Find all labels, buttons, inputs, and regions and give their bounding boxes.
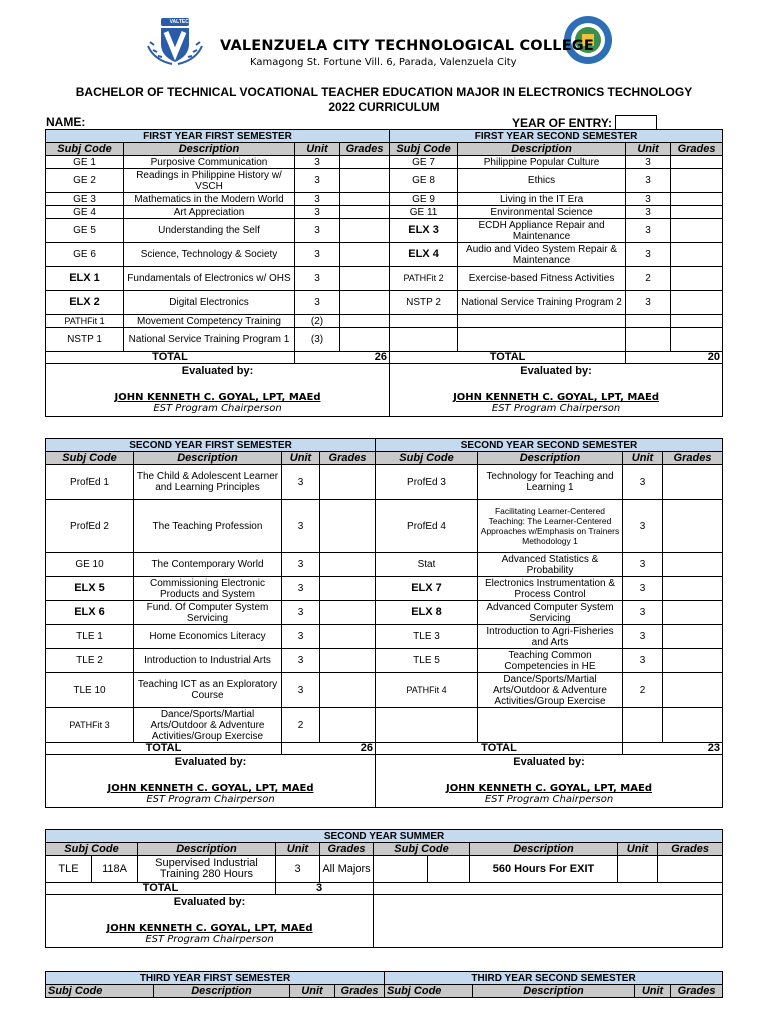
grade-cell[interactable] [663,601,723,625]
subject-code: ELX 6 [46,601,134,625]
table-row [46,553,723,577]
subject-description: Dance/Sports/Martial Arts/Outdoor & Adventure Activities/Group Exercise [478,673,623,708]
subject-code: GE 8 [390,169,458,193]
subject-code: TLE 2 [46,649,134,673]
total-units: 23 [623,743,723,755]
subject-code: TLE 10 [46,673,134,708]
semester-title: SECOND YEAR SUMMER [46,830,723,843]
subject-description: Science, Technology & Society [124,243,295,267]
semester-title: FIRST YEAR FIRST SEMESTER [46,130,390,143]
subject-unit: 3 [623,625,663,649]
table-row [46,708,723,743]
evaluator-name: JOHN KENNETH C. GOYAL, LPT, MAEd [106,923,313,934]
subject-description: Living in the IT Era [458,193,626,206]
subject-description: Fundamentals of Electronics w/ OHS [124,267,295,291]
evaluator-role: EST Program Chairperson [484,794,614,805]
grade-cell[interactable] [671,169,723,193]
col-header-code: Subj Code [46,843,138,856]
subject-unit [618,856,658,883]
evaluated-by-label: Evaluated by: [181,365,254,377]
table-row [46,601,723,625]
subject-description: Commissioning Electronic Products and System [134,577,282,601]
evaluation-block-empty [374,895,723,948]
col-header-unit: Unit [618,843,658,856]
college-name: VALENZUELA CITY TECHNOLOGICAL COLLEGE [220,38,595,54]
grade-cell[interactable] [340,206,390,219]
table-row [46,577,723,601]
subject-code: GE 11 [390,206,458,219]
evaluator-name: JOHN KENNETH C. GOYAL, LPT, MAEd [453,392,660,403]
evaluator-role: EST Program Chairperson [146,794,275,805]
grade-cell[interactable] [663,500,723,553]
subject-unit: 3 [295,243,340,267]
subject-unit: 3 [626,156,671,169]
subject-unit: 3 [282,649,320,673]
subject-unit: 3 [626,219,671,243]
subject-description: Digital Electronics [124,291,295,315]
table-row [46,328,723,352]
subject-code [374,856,428,883]
year-of-entry-label: YEAR OF ENTRY: [512,116,613,130]
subject-code: NSTP 1 [46,328,124,352]
grade-cell[interactable] [320,649,376,673]
table-row [46,500,723,553]
subject-unit: 3 [626,169,671,193]
grade-cell[interactable] [663,649,723,673]
subject-code [390,328,458,352]
logo-caption: VALTECH [169,19,193,25]
first-year-table [45,129,723,417]
subject-code: TLE 1 [46,625,134,649]
col-header-grades: Grades [320,843,374,856]
table-row [46,156,723,169]
subject-description: Introduction to Industrial Arts [134,649,282,673]
col-header-description: Description [138,843,276,856]
col-header-description: Description [134,452,282,465]
evaluation-block [376,755,723,808]
col-header-code: Subj Code [376,452,478,465]
grade-cell[interactable] [320,577,376,601]
total-units: 26 [295,352,390,364]
table-row [46,673,723,708]
subject-code: Stat [376,553,478,577]
subject-code: GE 4 [46,206,124,219]
subject-description: Purposive Communication [124,156,295,169]
subject-unit [626,328,671,352]
evaluated-by-label: Evaluated by: [173,896,246,908]
subject-unit: 3 [282,625,320,649]
col-header-unit: Unit [276,843,320,856]
total-label: TOTAL [46,883,276,895]
table-row [46,219,723,243]
grade-cell[interactable] [340,193,390,206]
grade-cell[interactable] [663,465,723,500]
year-of-entry [512,115,657,130]
subject-code: TLE 3 [376,625,478,649]
subject-code: GE 6 [46,243,124,267]
subject-description: Exercise-based Fitness Activities [458,267,626,291]
col-header-grades: Grades [663,452,723,465]
third-year-table [45,971,723,998]
col-header-grades: Grades [320,452,376,465]
col-header-code: Subj Code [390,143,458,156]
subject-unit: 3 [276,856,320,883]
grade-cell[interactable] [671,291,723,315]
subject-code [376,708,478,743]
grade-cell[interactable] [671,243,723,267]
subject-code: ELX 5 [46,577,134,601]
grade-cell[interactable] [671,193,723,206]
col-header-code: Subj Code [46,985,154,998]
table-row [46,315,723,328]
table-row [46,291,723,315]
subject-code: NSTP 2 [390,291,458,315]
subject-unit: 3 [623,500,663,553]
subject-unit: 3 [623,649,663,673]
subject-unit: 2 [623,673,663,708]
program-title: BACHELOR OF TECHNICAL VOCATIONAL TEACHER EDUCATION MAJOR IN ELECTRONICS TECHNOLOGY [75,85,693,99]
grade-cell[interactable] [671,328,723,352]
curriculum-year: 2022 CURRICULUM [328,100,440,114]
evaluation-block [46,364,390,417]
subject-code: PATHFit 2 [390,267,458,291]
subject-description: Readings in Philippine History w/ VSCH [124,169,295,193]
col-header-unit: Unit [290,985,335,998]
col-header-grades: Grades [335,985,385,998]
subject-description: Audio and Video System Repair & Maintenance [458,243,626,267]
subject-code: ProfEd 4 [376,500,478,553]
subject-description: Supervised Industrial Training 280 Hours [138,856,276,883]
total-units: 3 [276,883,374,895]
subject-code: ProfEd 3 [376,465,478,500]
evaluator-name: JOHN KENNETH C. GOYAL, LPT, MAEd [114,392,321,403]
subject-code: GE 9 [390,193,458,206]
subject-description: Environmental Science [458,206,626,219]
col-header-unit: Unit [295,143,340,156]
grade-cell[interactable] [671,206,723,219]
evaluation-block [46,755,376,808]
grade-cell[interactable] [663,673,723,708]
subject-unit: 3 [623,465,663,500]
subject-description: Understanding the Self [124,219,295,243]
subject-description: Teaching ICT as an Exploratory Course [134,673,282,708]
col-header-description: Description [458,143,626,156]
subject-unit [623,708,663,743]
subject-unit: 3 [295,193,340,206]
subject-code: ELX 3 [390,219,458,243]
grade-cell[interactable] [658,856,723,883]
subject-code [390,315,458,328]
total-label: TOTAL [390,352,626,364]
subject-description: The Child & Adolescent Learner and Learning Principles [134,465,282,500]
subject-unit: 3 [626,291,671,315]
total-label: TOTAL [46,352,295,364]
table-row [46,856,723,883]
col-header-grades: Grades [671,143,723,156]
subject-description: National Service Training Program 2 [458,291,626,315]
subject-unit: 3 [623,553,663,577]
table-row [46,206,723,219]
grade-cell[interactable] [340,169,390,193]
year-of-entry-field[interactable] [615,115,657,130]
subject-code-number [428,856,470,883]
summer-table [45,829,723,948]
semester-title: SECOND YEAR FIRST SEMESTER [46,439,376,452]
subject-unit: 3 [626,193,671,206]
evaluated-by-label: Evaluated by: [174,756,247,768]
subject-unit: 3 [282,500,320,553]
subject-code: PATHFit 3 [46,708,134,743]
subject-unit: (3) [295,328,340,352]
subject-unit: 3 [282,465,320,500]
subject-code: TLE [46,856,92,883]
second-year-table [45,438,723,808]
grade-cell[interactable] [320,708,376,743]
evaluator-role: EST Program Chairperson [153,403,282,414]
semester-title: THIRD YEAR FIRST SEMESTER [46,972,385,985]
subject-code: GE 7 [390,156,458,169]
subject-code: ProfEd 2 [46,500,134,553]
subject-unit: 3 [626,243,671,267]
semester-title: FIRST YEAR SECOND SEMESTER [390,130,723,143]
grade-cell[interactable] [320,553,376,577]
grade-cell[interactable] [671,315,723,328]
college-address: Kamagong St. Fortune Vill. 6, Parada, Valenzuela City [250,57,517,68]
subject-unit: 3 [282,601,320,625]
table-row [46,649,723,673]
grade-cell[interactable] [320,625,376,649]
grade-cell[interactable] [671,156,723,169]
grade-cell[interactable] [340,243,390,267]
subject-code: ELX 8 [376,601,478,625]
subject-description [458,328,626,352]
total-units: 20 [626,352,723,364]
col-header-description: Description [470,843,618,856]
grade-cell[interactable] [320,465,376,500]
subject-unit: 3 [282,673,320,708]
subject-description: Electronics Instrumentation & Process Control [478,577,623,601]
col-header-code: Subj Code [385,985,473,998]
total-label: TOTAL [46,743,282,755]
subject-description: Art Appreciation [124,206,295,219]
table-row [46,243,723,267]
col-header-description: Description [154,985,290,998]
subject-description: Introduction to Agri-Fisheries and Arts [478,625,623,649]
subject-code: ELX 1 [46,267,124,291]
col-header-grades: Grades [340,143,390,156]
grade-cell[interactable] [663,553,723,577]
subject-code: GE 5 [46,219,124,243]
col-header-grades: Grades [671,985,723,998]
subject-code: ELX 4 [390,243,458,267]
grade-cell: All Majors [320,856,374,883]
subject-code-number: 118A [92,856,138,883]
subject-description: Home Economics Literacy [134,625,282,649]
col-header-unit: Unit [626,143,671,156]
subject-code: GE 3 [46,193,124,206]
col-header-grades: Grades [658,843,723,856]
subject-unit: 3 [295,169,340,193]
subject-unit: 3 [623,577,663,601]
total-label: TOTAL [376,743,623,755]
name-label: NAME: [46,115,86,129]
subject-unit: 3 [282,553,320,577]
col-header-unit: Unit [623,452,663,465]
subject-description: The Teaching Profession [134,500,282,553]
evaluated-by-label: Evaluated by: [513,756,585,768]
semester-title: THIRD YEAR SECOND SEMESTER [385,972,723,985]
subject-description: Ethics [458,169,626,193]
grade-cell[interactable] [663,708,723,743]
subject-unit: 3 [295,267,340,291]
subject-code: ELX 2 [46,291,124,315]
subject-description: Mathematics in the Modern World [124,193,295,206]
evaluator-role: EST Program Chairperson [145,934,274,945]
col-header-description: Description [124,143,295,156]
col-header-code: Subj Code [374,843,470,856]
subject-unit: 3 [295,219,340,243]
grade-cell[interactable] [320,601,376,625]
col-header-code: Subj Code [46,143,124,156]
total-units: 26 [282,743,376,755]
evaluator-name: JOHN KENNETH C. GOYAL, LPT, MAEd [446,783,652,794]
col-header-description: Description [478,452,623,465]
grade-cell[interactable] [340,156,390,169]
subject-unit: 3 [626,206,671,219]
grade-cell[interactable] [340,315,390,328]
subject-code: GE 2 [46,169,124,193]
table-row [46,193,723,206]
subject-description: Technology for Teaching and Learning 1 [478,465,623,500]
subject-description [478,708,623,743]
table-row [46,267,723,291]
evaluated-by-label: Evaluated by: [520,365,592,377]
subject-unit: (2) [295,315,340,328]
grade-cell[interactable] [663,577,723,601]
subject-code: PATHFit 4 [376,673,478,708]
evaluator-name: JOHN KENNETH C. GOYAL, LPT, MAEd [107,783,314,794]
subject-description [458,315,626,328]
grade-cell[interactable] [320,673,376,708]
col-header-unit: Unit [635,985,671,998]
subject-unit: 3 [295,156,340,169]
subject-description: Philippine Popular Culture [458,156,626,169]
subject-code: PATHFit 1 [46,315,124,328]
subject-code: GE 1 [46,156,124,169]
subject-unit: 3 [623,601,663,625]
table-row [46,625,723,649]
total-blank [374,883,723,895]
subject-unit: 3 [295,206,340,219]
subject-unit: 2 [282,708,320,743]
grade-cell[interactable] [340,219,390,243]
subject-code: GE 10 [46,553,134,577]
subject-code: TLE 5 [376,649,478,673]
subject-description: Dance/Sports/Martial Arts/Outdoor & Adventure Activities/Group Exercise [134,708,282,743]
subject-code: ProfEd 1 [46,465,134,500]
semester-title: SECOND YEAR SECOND SEMESTER [376,439,723,452]
subject-unit: 2 [626,267,671,291]
col-header-description: Description [473,985,635,998]
evaluation-block [390,364,723,417]
subject-unit: 3 [295,291,340,315]
subject-description: Advanced Statistics & Probability [478,553,623,577]
grade-cell[interactable] [663,625,723,649]
subject-unit [626,315,671,328]
evaluator-role: EST Program Chairperson [491,403,621,414]
subject-code: ELX 7 [376,577,478,601]
subject-description: Facilitating Learner-Centered Teaching: The Learner-Centered Approaches w/Emphasis on Trainers Methodology 1 [478,500,623,553]
grade-cell[interactable] [671,219,723,243]
grade-cell[interactable] [340,328,390,352]
document-header [0,0,768,80]
evaluation-block [46,895,374,948]
grade-cell[interactable] [340,267,390,291]
subject-description: 560 Hours For EXIT [470,856,618,883]
grade-cell[interactable] [340,291,390,315]
subject-description: The Contemporary World [134,553,282,577]
col-header-code: Subj Code [46,452,134,465]
subject-description: National Service Training Program 1 [124,328,295,352]
subject-description: Teaching Common Competencies in HE [478,649,623,673]
subject-description: ECDH Appliance Repair and Maintenance [458,219,626,243]
subject-description: Fund. Of Computer System Servicing [134,601,282,625]
table-row [46,465,723,500]
subject-description: Advanced Computer System Servicing [478,601,623,625]
grade-cell[interactable] [671,267,723,291]
grade-cell[interactable] [320,500,376,553]
subject-unit: 3 [282,577,320,601]
subject-description: Movement Competency Training [124,315,295,328]
table-row [46,169,723,193]
col-header-unit: Unit [282,452,320,465]
